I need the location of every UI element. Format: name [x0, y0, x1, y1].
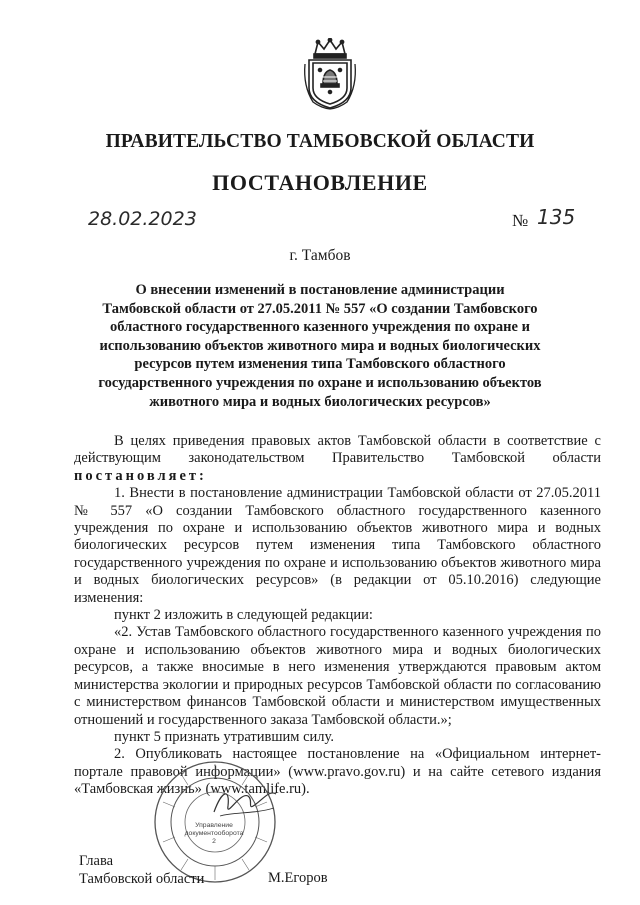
organization-name: ПРАВИТЕЛЬСТВО ТАМБОВСКОЙ ОБЛАСТИ [105, 131, 535, 152]
coat-of-arms-icon [301, 38, 359, 110]
item-1-subpoint: пункт 2 изложить в следующей редакции: [114, 607, 373, 624]
item-1-quote: «2. Устав Тамбовского областного государственного казенного учреждения по охране и использованию объектов животного мира и водных биологических ресурсов, а также вносимые в него изменения утверждаются правовым актом министерства экологии и природных ресурсов Тамбовской области по согласованию с министерством финансов Тамбовской области и министерством имущественных отношений и государственного заказа Тамбовской области.»; [74, 624, 601, 728]
number-label: № [512, 211, 529, 230]
city: г. Тамбов [289, 247, 351, 264]
signatory-name: М.Егоров [268, 870, 328, 886]
stamp-line-1: Управление [195, 822, 233, 829]
signatory-position-1: Глава [79, 853, 114, 869]
document-title: О внесении изменений в постановление администрации Тамбовской области от 27.05.2011 № 557 «О создании Тамбовского областного государственного казенного учреждения по охране и использованию объектов животного мира и водных биологических ресурсов путем изменения типа Тамбовского областного государственного учреждения по охране и использованию объектов животного мира и водных биологических ресурсов» [98, 282, 542, 410]
handwritten-signature [210, 782, 280, 822]
document-type: ПОСТАНОВЛЕНИЕ [212, 170, 428, 195]
document-date: 28.02.2023 [88, 208, 197, 230]
item-2: 2. Опубликовать настоящее постановление на «Официальном интернет-портале правовой информации» (www.pravo.gov.ru) и на сайте сетевого издания «Тамбовская жизнь» (www.tamlife.ru). [74, 746, 601, 798]
stamp-line-3: 2 [212, 838, 216, 845]
document-body [74, 433, 601, 799]
item-1-subpoint-2: пункт 5 признать утратившим силу. [114, 728, 334, 745]
stamp-line-2: документооборота [184, 830, 244, 837]
preamble-line-1: В целях приведения правовых актов Тамбовской области в соответствие с [114, 433, 601, 449]
decree-word: постановляет: [74, 467, 207, 484]
preamble-line-2: действующим законодательством Правительство Тамбовской области [74, 450, 601, 467]
signatory-position-2: Тамбовской области [79, 870, 205, 887]
document-number: 135 [537, 205, 576, 229]
item-1: 1. Внести в постановление администрации Тамбовской области от 27.05.2011 № 557 «О создании Тамбовского областного государственного казенного учреждения по охране и использованию объектов животного мира и водных биологических ресурсов путем изменения типа Тамбовского областного государственного учреждения по охране и использованию объектов животного мира и водных биологических ресурсов» (в редакции от 05.10.2016) следующие изменения: [74, 485, 601, 606]
stamp-text [176, 822, 252, 846]
